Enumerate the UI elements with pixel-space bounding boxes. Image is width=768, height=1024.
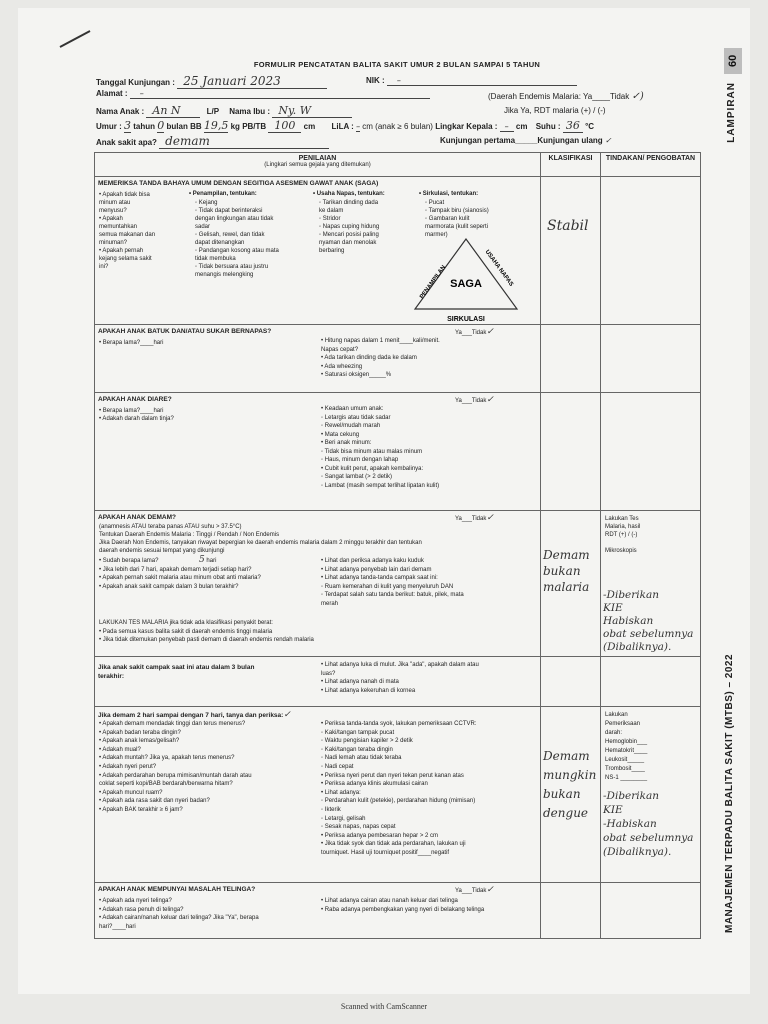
tanggal-value: 25 Januari 2023 [177, 74, 327, 89]
dengue-tindakan-print [605, 711, 647, 783]
tahun-label: tahun [133, 122, 156, 131]
saga-col2-line: tidak membuka [195, 256, 236, 262]
demam-tindakan-print-line: Mikroskopis [605, 548, 637, 554]
demam-intro-line: Jika Daerah Non Endemis, tanyakan riwayat bepergian ke daerah endemis malaria dalam 2 minggu terakhir dan tentukan [99, 540, 422, 546]
alamat-value: – [130, 89, 430, 99]
saga-col2-line: ◦ Gelisah, rewel, dan tidak [195, 232, 265, 238]
dengue-klasifikasi-line: Demam [543, 749, 590, 763]
demam-tindakan-line: Habiskan [603, 615, 654, 627]
saga-col2-line: ◦ Pandangan kosong atau mata [195, 248, 279, 254]
lila-value: – [356, 122, 361, 131]
telinga-yatidak: Ya___Tidak [455, 888, 487, 894]
demam-tindakan-line: (Dibaliknya). [603, 641, 672, 653]
demam-klasifikasi-line: bukan [543, 564, 581, 579]
saga-klasifikasi: Stabil [547, 218, 589, 234]
telinga-left [99, 897, 259, 931]
telinga-row [95, 883, 701, 939]
saga-col1-line: ini? [99, 264, 109, 270]
dengue-left-line: • Apakah anak lemas/gelisah? [99, 738, 180, 745]
dengue-right-line: ◦ Nadi lemah atau tidak teraba [321, 755, 402, 762]
batuk-check: ✓ [486, 327, 494, 337]
dengue-right-line: ◦ Ikterik [321, 806, 341, 813]
saga-col1-line: • Apakah tidak bisa [99, 192, 150, 198]
demam-right-line: merah [321, 600, 339, 607]
endemis-text: (Daerah Endemis Malaria: Ya____Tidak [488, 92, 630, 101]
saga-col2-title: • Penampilan, tentukan: [189, 191, 257, 197]
saga-col4-line: marmer) [425, 232, 448, 238]
dengue-left [99, 720, 252, 815]
dengue-tindakan [603, 789, 693, 859]
demam-tindakan-print-line: RDT (+) / (-) [605, 532, 638, 538]
demam-tes-line: LAKUKAN TES MALARIA jika tidak ada klasifikasi penyakit berat: [99, 620, 273, 626]
dengue-tindakan-print-line: NS-1 ________ [605, 775, 648, 781]
saga-col4-line: ◦ Tampak biru (sianosis) [425, 208, 489, 214]
rdt-text: Jika Ya, RDT malaria (+) / (-) [504, 106, 606, 115]
dengue-right-line: ◦ Nadi cepat [321, 763, 354, 770]
dengue-klasifikasi-line: dengue [543, 806, 589, 820]
dengue-tindakan-print-line: darah: [605, 730, 623, 736]
dengue-tindakan-line: -Habiskan [603, 818, 657, 830]
dengue-tindakan-print-line: Lakukan [605, 712, 628, 718]
telinga-right-line: • Raba adanya pembengkakan yang nyeri di belakang telinga [321, 906, 485, 913]
saga-col1-line: • Apakah [99, 216, 123, 222]
dengue-tindakan-line: (Dibaliknya). [603, 846, 672, 858]
demam-right-line: • Lihat adanya penyebab lain dari demam [321, 566, 432, 573]
pbtb-value: 100 [268, 119, 301, 133]
demam-intro [99, 523, 422, 555]
cm-label: cm [303, 122, 316, 131]
demam-klasifikasi-line: malaria [543, 580, 590, 595]
cm2-label: cm [515, 122, 528, 131]
demam-intro-line: Tentukan Daerah Endemis Malaria : Tinggi / Rendah / Non Endemis [99, 532, 280, 538]
dengue-check: ✓ [283, 710, 291, 720]
demam-tindakan-line: -Diberikan [603, 589, 660, 601]
dengue-right [321, 720, 477, 858]
saga-col1-line: minum atau [99, 200, 131, 206]
dengue-right-line: ◦ Kaki/tangan tampak pucat [321, 729, 395, 736]
dengue-left-line: • Apakah ada rasa sakit dan nyeri badan? [99, 798, 210, 805]
lp-label: L/P [206, 107, 219, 116]
penilaian-sub: (Lingkari semua gejala yang ditemukan) [264, 162, 371, 168]
saga-bottom-label: SIRKULASI [447, 316, 485, 323]
saga-col1-line: menyusu? [99, 208, 127, 214]
diare-right [321, 405, 439, 490]
dengue-right-line: ◦ Perdarahan kulit (petekie), perdarahan hidung (mimisan) [321, 798, 476, 805]
telinga-left-line: • Adakah rasa penuh di telinga? [99, 906, 184, 913]
demam-tindakan-line: KIE [603, 602, 623, 614]
diare-right-line: • Keadaan umum anak: [321, 406, 384, 412]
saga-col2-line: ◦ Tidak bersuara atau justru [195, 264, 269, 270]
dengue-tindakan-line: KIE [603, 804, 623, 816]
dengue-left-line: • Adakah muntah? Jika ya, apakah terus menerus? [99, 755, 235, 762]
saga-col3-line: ◦ Stridor [319, 216, 341, 222]
nama-anak-value: An N [146, 104, 200, 118]
batuk-right-line: • Saturasi oksigen_____% [321, 372, 392, 378]
batuk-right [321, 337, 440, 380]
saga-col4-line: marmorata (kulit seperti [425, 224, 489, 230]
demam-check: ✓ [486, 513, 494, 523]
saga-col1 [99, 191, 155, 271]
dengue-tindakan-print-line: Leukosit_____ [605, 757, 645, 763]
saga-col3-line: nyaman dan menolak [319, 240, 377, 246]
dengue-tindakan-print-line: Pemeriksaan [605, 721, 641, 727]
demam-title: APAKAH ANAK DEMAM? [98, 514, 176, 521]
demam-klasifikasi [543, 547, 590, 596]
kg-label: kg [230, 122, 240, 131]
batuk-left-line: • Berapa lama?____hari [99, 340, 164, 346]
saga-col2 [195, 199, 279, 279]
dengue-right-line: • Periksa tanda-tanda syok, lakukan pemeriksaan CCTVR: [321, 721, 477, 727]
saga-col2-line: ◦ Tidak dapat berinteraksi [195, 208, 263, 214]
dengue-right-line: tourniquet. Hasil uji tourniquet positif____negatif [321, 849, 450, 856]
dengue-klasifikasi [543, 747, 596, 823]
telinga-left-line: • Apakah ada nyeri telinga? [99, 898, 172, 904]
campak-left [98, 663, 254, 681]
saga-col3-title: • Usaha Napas, tentukan: [313, 191, 385, 197]
demam-intro-line: daerah endemis sesuai tempat yang dikunjungi [99, 548, 225, 554]
dengue-klasifikasi-line: bukan [543, 787, 581, 801]
demam-right-line: ◦ Terdapat salah satu tanda berikut: batuk, pilek, mata [321, 592, 464, 598]
diare-right-line: ◦ Haus, minum dengan lahap [321, 457, 399, 463]
demam-tindakan-print-line [605, 539, 640, 547]
campak-left-line: Jika anak sakit campak saat ini atau dalam 3 bulan [98, 664, 255, 671]
batuk-title: APAKAH ANAK BATUK DAN/ATAU SUKAR BERNAPAS? [98, 328, 272, 335]
form-header [94, 72, 700, 152]
demam-row [95, 511, 701, 657]
dengue-tindakan-print-line: Hematokrit____ [605, 748, 648, 754]
demam-klasifikasi-line: Demam [543, 548, 590, 562]
klasifikasi-header: KLASIFIKASI [541, 153, 601, 177]
tanggal-label: Tanggal Kunjungan : [96, 78, 175, 87]
demam-right-line: ◦ Ruam kemerahan di kulit yang menyeluruh DAN [321, 583, 454, 590]
saga-col3-line: ◦ Tarikan dinding dada [319, 200, 379, 206]
demam-tes-line: • Jika tidak ditemukan penyebab pasti demam di daerah endemis rendah malaria [99, 637, 314, 643]
saga-col1-line: • Apakah pernah [99, 248, 144, 254]
campak-right-line: • Lihat adanya nanah di mata [321, 679, 399, 685]
saga-col3-line: ◦ Mencari posisi paling [319, 232, 379, 238]
suhu-unit: °C [585, 122, 595, 131]
dengue-left-line: • Apakah muncul ruam? [99, 789, 163, 796]
telinga-left-line: • Adakah cairan/nanah keluar dari telinga? Jika "Ya", berapa [99, 915, 259, 921]
alamat-label: Alamat : [96, 89, 128, 98]
demam-left [99, 557, 261, 591]
demam-tindakan-print [605, 515, 640, 555]
dengue-left-line: • Adakah mual? [99, 746, 141, 753]
saga-title: MEMERIKSA TANDA BAHAYA UMUM DENGAN SEGITIGA ASESMEN GAWAT ANAK (SAGA) [98, 180, 379, 187]
dengue-left-line: • Apakah BAK terakhir ≥ 6 jam? [99, 806, 183, 813]
nama-anak-label: Nama Anak : [96, 107, 145, 116]
demam-tes [99, 619, 314, 645]
saga-col4-line: ◦ Gambaran kulit [425, 216, 470, 222]
endemis-check: ✓) [631, 91, 644, 102]
saga-col1-line: minuman? [99, 240, 128, 246]
pen-mark [60, 30, 91, 48]
bb-label: BB [190, 122, 202, 131]
campak-row [95, 657, 701, 707]
dengue-right-line: • Jika tidak syok dan tidak ada perdarahan, lakukan uji [321, 841, 466, 848]
lampiran-label: LAMPIRAN [726, 82, 737, 143]
diare-right-line: ◦ Letargis atau tidak sadar [321, 414, 391, 421]
diare-right-line: ◦ Tidak bisa minum atau malas minum [321, 448, 423, 455]
telinga-right-line: • Lihat adanya cairan atau nanah keluar dari telinga [321, 898, 458, 904]
dengue-left-line: • Apakah badan teraba dingin? [99, 729, 181, 736]
dengue-klasifikasi-line: mungkin [543, 768, 597, 782]
telinga-left-line: hari?____hari [99, 923, 136, 930]
assessment-table [94, 152, 701, 939]
bulan-label: bulan [166, 122, 188, 131]
batuk-yatidak: Ya___Tidak [455, 330, 487, 336]
umur-label: Umur : [96, 122, 122, 131]
diare-left-line: • Berapa lama?____hari [99, 408, 164, 414]
umur-tahun-value: 3 [124, 119, 132, 132]
diare-check: ✓ [486, 395, 494, 405]
kunjungan-text: Kunjungan pertama_____Kunjungan ulang [440, 136, 603, 145]
demam-right-line: • Lihat dan periksa adanya kaku kuduk [321, 558, 424, 564]
dengue-right-line: ◦ Letargi, gelisah [321, 815, 366, 822]
diare-left-line: • Adakah darah dalam tinja? [99, 416, 174, 422]
saga-center: SAGA [450, 278, 482, 290]
nik-label: NIK : [366, 76, 385, 85]
nama-ibu-value: Ny. W [272, 104, 352, 118]
campak-right-line: luas? [321, 670, 336, 677]
dengue-right-line: ◦ Sesak napas, napas cepat [321, 824, 396, 831]
nik-value: – [387, 76, 577, 86]
dengue-tindakan-line: obat sebelumnya [603, 832, 694, 844]
anak-sakit-value: demam [159, 134, 329, 149]
kunjungan-check: ✓ [604, 136, 612, 145]
dengue-left-line: • Adakah nyeri perut? [99, 763, 157, 770]
umur-bulan-value: 0 [157, 119, 165, 132]
demam-lama-value: 5 [199, 555, 205, 565]
saga-col3 [319, 199, 379, 255]
diare-left [99, 407, 174, 423]
batuk-right-line: • Ada tarikan dinding dada ke dalam [321, 355, 417, 361]
saga-col1-line: kejang selama sakit [99, 256, 152, 262]
demam-intro-line: (anamnesis ATAU teraba panas ATAU suhu > 37.5°C) [99, 524, 242, 530]
batuk-right-line: • Hitung napas dalam 1 menit____kali/menit. [321, 338, 440, 344]
diare-right-line: • Mata cekung [321, 431, 360, 438]
dengue-right-line: ◦ Waktu pengisian kapiler > 2 detik [321, 738, 413, 745]
diare-right-line: ◦ Rewel/mudah marah [321, 423, 381, 429]
batuk-right-line: • Ada wheezing [321, 363, 363, 370]
table-header-row [95, 153, 701, 177]
saga-right-label: USAHA NAPAS [483, 249, 514, 288]
campak-right-line: • Lihat adanya luka di mulut. Jika "ada", apakah dalam atau [321, 662, 479, 668]
diare-row [95, 393, 701, 511]
suhu-label: Suhu : [535, 122, 561, 131]
dengue-left-line: • Adakah perdarahan berupa mimisan/muntah darah atau [99, 772, 252, 779]
saga-triangle [401, 235, 531, 323]
page-number: 60 [724, 48, 742, 74]
demam-left-line: • Jika lebih dari 7 hari, apakah demam terjadi setiap hari? [99, 566, 252, 573]
dengue-left-line: • Apakah demam mendadak tinggi dan terus menerus? [99, 721, 246, 727]
anak-sakit-label: Anak sakit apa? [96, 138, 157, 147]
nama-ibu-label: Nama Ibu : [229, 107, 271, 116]
campak-right-line: • Lihat adanya kekeruhan di kornea [321, 687, 416, 694]
scanner-watermark: Scanned with CamScanner [340, 1002, 428, 1011]
tindakan-header: TINDAKAN/ PENGOBATAN [601, 153, 701, 177]
demam-right-line: • Lihat adanya tanda-tanda campak saat ini: [321, 575, 438, 581]
demam-tindakan-print-line: Lakukan Tes [605, 516, 639, 522]
dengue-right-line: • Lihat adanya: [321, 789, 361, 796]
demam-tindakan-line: obat sebelumnya [603, 628, 694, 640]
saga-left-label: PENAMPILAN [419, 264, 448, 301]
saga-col3-line: berbaring [319, 248, 345, 254]
demam-right [321, 557, 464, 608]
saga-col1-line: semua makanan dan [99, 232, 156, 238]
saga-col2-line: dengan lingkungan atau tidak [195, 216, 274, 222]
batuk-row [95, 325, 701, 393]
demam-tindakan-print-line: Malaria, hasil [605, 524, 641, 530]
pbtb-label: PB/TB [242, 122, 267, 131]
saga-col4-title: • Sirkulasi, tentukan: [419, 191, 479, 197]
dengue-right-line: • Periksa adanya pembesaran hepar > 2 cm [321, 832, 438, 839]
lingkar-value: – [500, 122, 514, 132]
demam-left-line: • Sudah berapa lama? [99, 558, 159, 564]
mtbs-form [94, 58, 700, 939]
batuk-left [99, 339, 163, 347]
demam-hari: hari [206, 558, 217, 564]
diare-yatidak: Ya___Tidak [455, 398, 487, 404]
demam-left-line: • Apakah anak sakit campak dalam 3 bulan terakhir? [99, 583, 239, 590]
saga-col1-line: memuntahkan [99, 224, 138, 230]
dengue-left-line: coklat seperti kopi/BAB berdarah/berwarna hitam? [99, 781, 233, 788]
dengue-tindakan-line: -Diberikan [603, 790, 660, 802]
lila-label: LiLA : [331, 122, 354, 131]
demam-tindakan [603, 589, 693, 654]
dengue-tindakan-print-line: Trombosit____ [605, 766, 645, 772]
penilaian-header: PENILAIAN (Lingkari semua gejala yang ditemukan) [95, 153, 541, 177]
saga-col2-line: ◦ Kejang [195, 200, 218, 206]
saga-col4 [425, 199, 489, 239]
lila-rest: cm (anak ≥ 6 bulan) [362, 122, 433, 131]
bb-value: 19,5 [203, 119, 229, 132]
dengue-right-line: • Periksa adanya klinis akumulasi cairan [321, 781, 428, 788]
saga-col2-line: dapat ditenangkan [195, 240, 245, 246]
book-title: MANAJEMEN TERPADU BALITA SAKIT (MTBS) – 2022 [724, 653, 735, 933]
dengue-title: Jika demam 2 hari sampai dengan 7 hari, tanya dan periksa: [98, 712, 284, 719]
telinga-title: APAKAH ANAK MEMPUNYAI MASALAH TELINGA? [98, 886, 256, 893]
diare-right-line: ◦ Lambat (masih sempat terlihat lipatan kulit) [321, 482, 440, 489]
diare-right-line: • Cubit kulit perut, apakah kembalinya: [321, 465, 424, 472]
diare-right-line: ◦ Sangat lambat (> 2 detik) [321, 474, 392, 480]
demam-left-line: • Apakah pernah sakit malaria atau minum obat anti malaria? [99, 575, 261, 581]
saga-row [95, 177, 701, 325]
batuk-right-line: Napas cepat? [321, 346, 359, 353]
dengue-right-line: • Periksa nyeri perut dan nyeri tekan perut kanan atas [321, 772, 464, 779]
campak-right [321, 661, 479, 695]
saga-col3-line: ke dalam [319, 208, 344, 214]
telinga-check: ✓ [486, 885, 494, 895]
telinga-right [321, 897, 484, 914]
campak-left-line: terakhir: [98, 673, 125, 680]
scanned-page [18, 8, 750, 994]
dengue-row [95, 707, 701, 883]
dengue-right-line: ◦ Kaki/tangan teraba dingin [321, 746, 393, 753]
demam-yatidak: Ya___Tidak [455, 516, 487, 522]
saga-col2-line: menangis melengking [195, 272, 254, 278]
saga-col2-line: sadar [195, 224, 211, 230]
form-title: FORMULIR PENCATATAN BALITA SAKIT UMUR 2 BULAN SAMPAI 5 TAHUN [253, 60, 541, 69]
diare-right-line: • Beri anak minum: [321, 440, 372, 446]
saga-col4-line: ◦ Pucat [425, 200, 445, 206]
dengue-tindakan-print-line: Hemoglobin___ [605, 739, 648, 745]
diare-title: APAKAH ANAK DIARE? [98, 396, 172, 403]
demam-tes-line: • Pada semua kasus balita sakit di daerah endemis tinggi malaria [99, 628, 273, 635]
suhu-value: 36 [563, 119, 583, 133]
saga-col3-line: ◦ Napas cuping hidung [319, 224, 380, 230]
lingkar-label: Lingkar Kepala : [435, 122, 498, 131]
